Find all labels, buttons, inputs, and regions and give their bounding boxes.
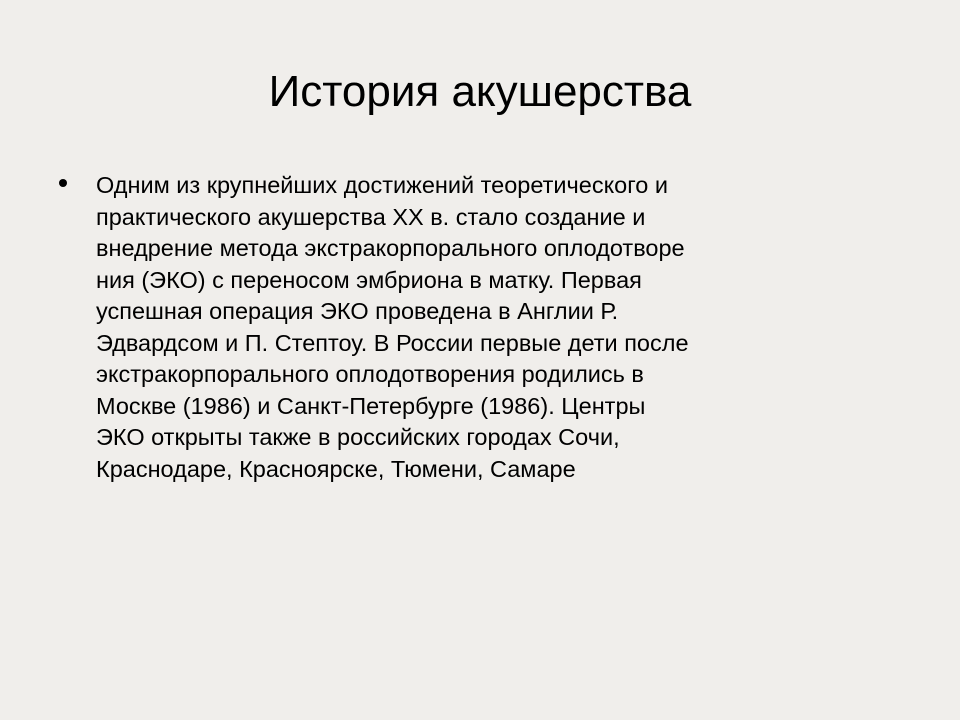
bullet-text — [96, 170, 912, 485]
bullet-line: Эдвардсом и П. Стептоу. В России первые дети после — [96, 329, 689, 356]
bullet-line: ЭКО открыты также в российских городах Сочи, — [96, 424, 620, 450]
slide-title: История акушерства — [268, 67, 692, 116]
bullet-line: Одним из крупнейших достижений теоретического и — [96, 172, 669, 198]
bullet-line: внедрение метода экстракорпорального оплодотворе — [96, 235, 685, 261]
bullet-line: успешная операция ЭКО проведена в Англии Р. — [96, 298, 619, 324]
bullet-line: практического акушерства XX в. стало создание и — [96, 203, 646, 230]
bullet-line: Краснодаре, Красноярске, Тюмени, Самаре — [96, 455, 576, 482]
bullet-line: ния (ЭКО) с переносом эмбриона в матку. Первая — [96, 266, 642, 293]
bullet-line: Москве (1986) и Санкт-Петербурге (1986). Центры — [96, 392, 646, 419]
bullet-list — [52, 170, 912, 485]
bullet-line: экстракорпорального оплодотворения родились в — [96, 361, 644, 387]
bullet-item — [52, 170, 912, 485]
bullet-dot-icon — [59, 179, 67, 187]
